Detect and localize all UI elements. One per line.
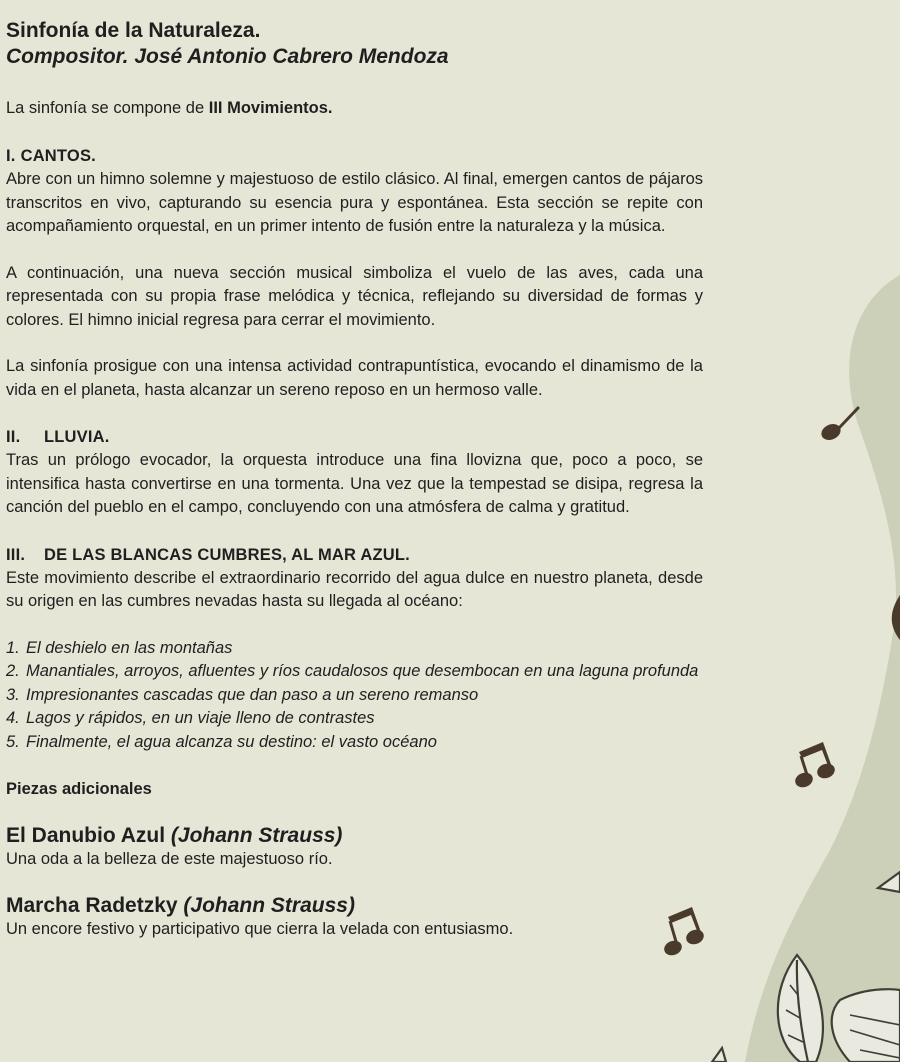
movement-number: II.	[6, 428, 21, 446]
movement-name: DE LAS BLANCAS CUMBRES, AL MAR AZUL.	[44, 545, 410, 564]
movement-3	[6, 543, 703, 755]
movement-2	[6, 425, 703, 520]
movement-number: III.	[6, 545, 26, 564]
movement-heading	[6, 543, 703, 567]
list-item: 1. El deshielo en las montañas	[6, 638, 233, 657]
movement-paragraph: Tras un prólogo evocador, la orquesta introduce una fina llovizna que, poco a poco, se intensifica hasta convertirse en una tormenta. Una vez que la tempestad se disipa, regresa la canción del pueblo en el campo, concluyendo con una atmósfera de calma y gratitud.	[6, 451, 703, 516]
water-journey-list	[6, 637, 703, 755]
movement-paragraph: A continuación, una nueva sección musical simboliza el vuelo de las aves, cada una representada con su propia frase melódica y técnica, reflejando su diversidad de formas y colores. El himno inicial regresa para cerrar el movimiento.	[6, 263, 703, 329]
movement-paragraph: La sinfonía prosigue con una intensa actividad contrapuntística, evocando el dinamismo de la vida en el planeta, hasta alcanzar un sereno reposo en un hermoso valle.	[6, 357, 703, 399]
quarter-note-icon	[819, 408, 858, 443]
additional-pieces	[6, 777, 703, 941]
list-item: 3. Impresionantes cascadas que dan paso a un sereno remanso	[6, 685, 479, 704]
movement-paragraph: Abre con un himno solemne y majestuoso de estilo clásico. Al final, emergen cantos de pájaros transcritos en vivo, capturando su esencia pura y espontánea. Esta sección se repite con acompañamiento orquestal, en un primer intento de fusión entre la naturaleza y la música.	[6, 170, 703, 235]
beamed-note-icon	[793, 742, 837, 790]
piece-composer: (Johann Strauss)	[183, 894, 355, 917]
movement-number: I.	[6, 147, 16, 165]
movement-1	[6, 144, 703, 402]
leaf-icon	[712, 872, 900, 1062]
movement-paragraph: Este movimiento describe el extraordinario recorrido del agua dulce en nuestro planeta, desde su origen en las cumbres nevadas hasta su llegada al océano:	[6, 568, 703, 610]
movement-count: III Movimientos.	[208, 99, 333, 117]
background-blob	[745, 275, 900, 1062]
program-notes	[6, 18, 703, 963]
page-title: Sinfonía de la Naturaleza.	[6, 19, 261, 42]
intro-text: La sinfonía se compone de III Movimientos.	[6, 99, 333, 117]
list-item: 2. Manantiales, arroyos, afluentes y ríos caudalosos que desembocan en una laguna profunda	[6, 662, 699, 680]
composer-line: Compositor. José Antonio Cabrero Mendoza	[6, 45, 449, 68]
piece-title: Marcha Radetzky (Johann Strauss)	[6, 894, 355, 917]
movement-heading	[6, 425, 703, 449]
movement-name: LLUVIA.	[44, 428, 110, 446]
movement-name: CANTOS.	[20, 147, 96, 165]
additional-pieces-heading: Piezas adicionales	[6, 780, 152, 798]
piece-description: Una oda a la belleza de este majestuoso río.	[6, 850, 333, 868]
piece-composer: (Johann Strauss)	[170, 824, 343, 847]
piece-description: Un encore festivo y participativo que cierra la velada con entusiasmo.	[6, 920, 514, 938]
list-item: 4. Lagos y rápidos, en un viaje lleno de contrastes	[6, 709, 375, 727]
piece-title: El Danubio Azul (Johann Strauss)	[6, 824, 343, 847]
movement-heading	[6, 144, 703, 168]
list-item: 5. Finalmente, el agua alcanza su destino: el vasto océano	[6, 732, 437, 751]
